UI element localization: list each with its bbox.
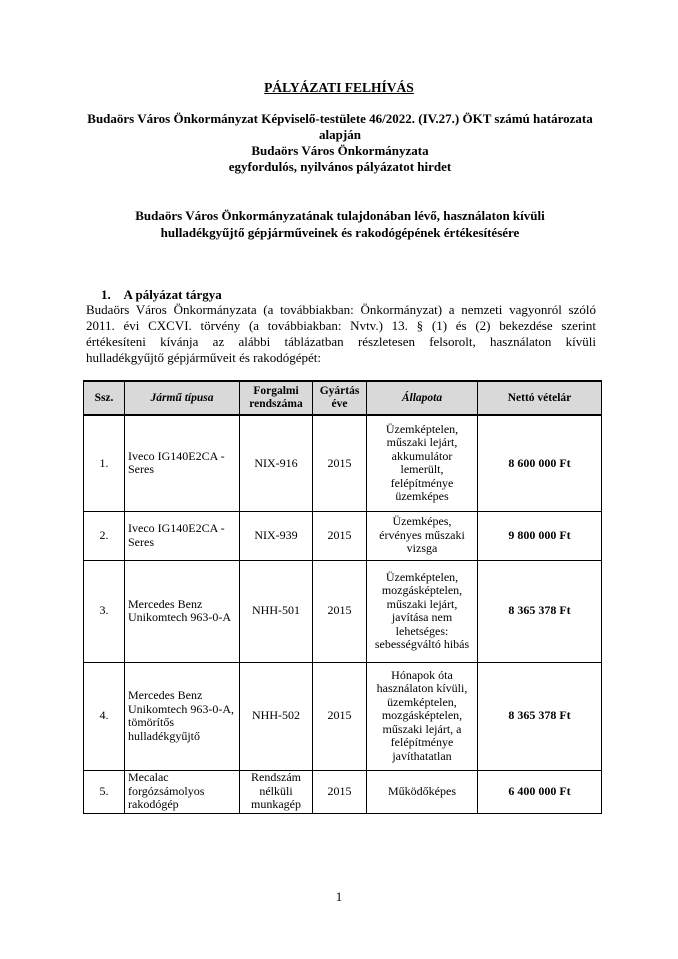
cell-year: 2015	[313, 560, 367, 662]
cell-year: 2015	[313, 511, 367, 560]
cell-condition: Működőképes	[367, 770, 478, 813]
table-row	[84, 770, 602, 813]
intro-line: alapján	[319, 127, 361, 142]
cell-vehicle-type: Mercedes Benz Unikomtech 963-0-A, tömörítős hulladékgyűjtő	[125, 662, 240, 770]
cell-plate: NHH-502	[240, 662, 313, 770]
subject-line: hulladékgyűjtő gépjárműveinek és rakodógépének értékesítésére	[160, 225, 520, 240]
cell-price: 9 800 000 Ft	[478, 511, 602, 560]
section-heading	[101, 287, 222, 303]
cell-price: 8 365 378 Ft	[478, 662, 602, 770]
cell-condition: Üzemképes, érvényes műszaki vizsga	[367, 511, 478, 560]
paragraph-line: 2011. évi CXCVI. törvény (a továbbiakban: Nvtv.) 13. § (1) és (2) bekezdése szerint	[86, 318, 596, 333]
cell-condition: Üzemképtelen, mozgásképtelen, műszaki lejárt, javítása nem lehetséges: sebességváltó hibás	[367, 560, 478, 662]
table-header-row	[84, 381, 602, 415]
table-row	[84, 560, 602, 662]
cell-vehicle-type: Mercedes Benz Unikomtech 963-0-A	[125, 560, 240, 662]
table-row	[84, 662, 602, 770]
cell-plate: Rendszám nélküli munkagép	[240, 770, 313, 813]
table-row	[84, 415, 602, 511]
cell-year: 2015	[313, 415, 367, 511]
subject-line: Budaörs Város Önkormányzatának tulajdonában lévő, használaton kívüli	[135, 208, 545, 223]
cell-year: 2015	[313, 770, 367, 813]
header-price: Nettó vételár	[478, 381, 602, 415]
cell-condition: Üzemképtelen, műszaki lejárt, akkumulátor lemerült, felépítménye üzemképes	[367, 415, 478, 511]
intro-line: Budaörs Város Önkormányzat Képviselő-testülete 46/2022. (IV.27.) ÖKT számú határozata	[87, 111, 593, 126]
subject-block	[80, 207, 600, 241]
document-title: PÁLYÁZATI FELHÍVÁS	[264, 80, 414, 95]
header-plate: Forgalmi rendszáma	[240, 381, 313, 415]
page-number: 1	[335, 889, 343, 904]
intro-line: Budaörs Város Önkormányzata	[251, 143, 429, 158]
cell-plate: NIX-916	[240, 415, 313, 511]
paragraph-line: értékesíteni kívánja az alábbi táblázatban részletesen felsorolt, használaton kívüli	[86, 334, 596, 349]
cell-condition: Hónapok óta használaton kívüli, üzemképtelen, mozgásképtelen, műszaki lejárt, a felépítménye javíthatatlan	[367, 662, 478, 770]
cell-ssz: 3.	[84, 560, 125, 662]
cell-ssz: 2.	[84, 511, 125, 560]
cell-plate: NHH-501	[240, 560, 313, 662]
cell-vehicle-type: Iveco IG140E2CA - Seres	[125, 511, 240, 560]
cell-price: 6 400 000 Ft	[478, 770, 602, 813]
paragraph-line: Budaörs Város Önkormányzata (a továbbiakban: Önkormányzat) a nemzeti vagyonról szóló	[86, 302, 596, 317]
cell-ssz: 1.	[84, 415, 125, 511]
header-condition: Állapota	[367, 381, 478, 415]
header-vehicle-type: Jármű típusa	[125, 381, 240, 415]
cell-price: 8 600 000 Ft	[478, 415, 602, 511]
section-number: 1.	[101, 287, 111, 302]
cell-plate: NIX-939	[240, 511, 313, 560]
cell-price: 8 365 378 Ft	[478, 560, 602, 662]
cell-vehicle-type: Iveco IG140E2CA - Seres	[125, 415, 240, 511]
intro-line: egyfordulós, nyilvános pályázatot hirdet	[228, 159, 452, 174]
cell-vehicle-type: Mecalac forgózsámolyos rakodógép	[125, 770, 240, 813]
cell-ssz: 4.	[84, 662, 125, 770]
cell-ssz: 5.	[84, 770, 125, 813]
vehicle-table	[83, 380, 602, 814]
cell-year: 2015	[313, 662, 367, 770]
section-title: A pályázat tárgya	[123, 287, 222, 302]
intro-block	[80, 111, 600, 175]
body-paragraph	[86, 302, 596, 366]
header-ssz: Ssz.	[84, 381, 125, 415]
table-row	[84, 511, 602, 560]
header-year: Gyártás éve	[313, 381, 367, 415]
paragraph-line: hulladékgyűjtő gépjárműveit és rakodógépét:	[86, 350, 322, 365]
